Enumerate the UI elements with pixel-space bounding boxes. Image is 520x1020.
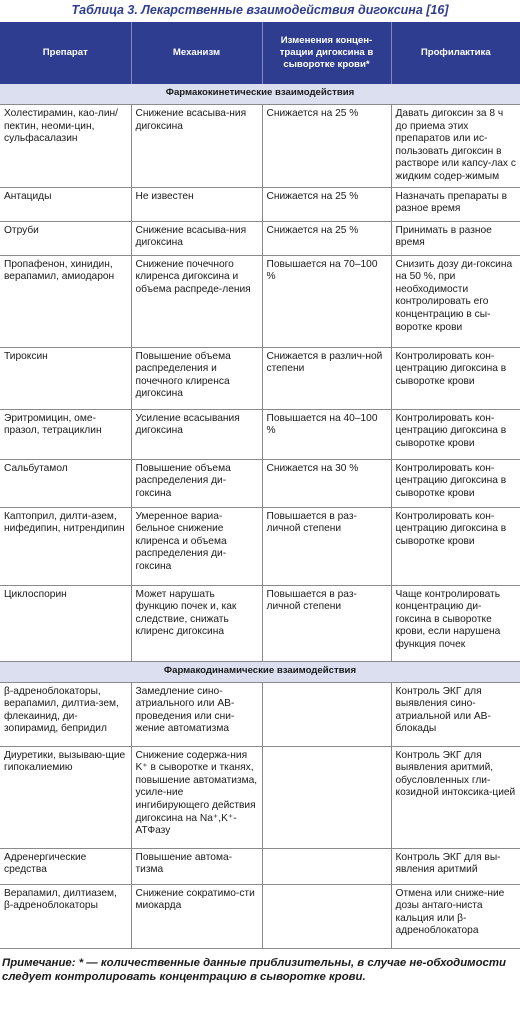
- cell-mechanism: Умеренное вариа-бельное снижение клиренса и объема распределения ди-гоксина: [131, 507, 262, 585]
- cell-concentration-change: [262, 848, 391, 884]
- cell-mechanism: Снижение содержа-ния K⁺ в сыворотке и тканях, повышение автоматизма, усиле-ние ингибирующего действия дигоксина на Na⁺,K⁺-АТФазу: [131, 746, 262, 848]
- header-prevention: Профилактика: [391, 22, 520, 84]
- cell-concentration-change: [262, 746, 391, 848]
- table-row: [0, 746, 520, 848]
- cell-mechanism: Повышение автома-тизма: [131, 848, 262, 884]
- cell-drug: Холестирамин, као-лин/пектин, неоми-цин, сульфасалазин: [0, 105, 131, 188]
- cell-concentration-change: [262, 884, 391, 948]
- cell-mechanism: Повышение объема распределения ди-гоксина: [131, 459, 262, 507]
- cell-concentration-change: Повышается на 40–100 %: [262, 409, 391, 459]
- table-row: [0, 187, 520, 221]
- cell-drug: Пропафенон, хинидин, верапамил, амиодарон: [0, 255, 131, 347]
- table-row: [0, 459, 520, 507]
- header-concentration-change: Изменения концен-трации дигоксина в сыворотке крови*: [262, 22, 391, 84]
- cell-concentration-change: [262, 682, 391, 746]
- cell-prevention: Контролировать кон-центрацию дигоксина в сыворотке крови: [391, 507, 520, 585]
- cell-drug: Каптоприл, дилти-азем, нифедипин, нитрендипин: [0, 507, 131, 585]
- cell-concentration-change: Снижается на 30 %: [262, 459, 391, 507]
- cell-concentration-change: Снижается на 25 %: [262, 221, 391, 255]
- cell-prevention: Принимать в разное время: [391, 221, 520, 255]
- table-row: [0, 848, 520, 884]
- table-title: Таблица 3. Лекарственные взаимодействия дигоксина [16]: [71, 3, 449, 17]
- header-row: [0, 22, 520, 84]
- cell-prevention: Контролировать кон-центрацию дигоксина в сыворотке крови: [391, 409, 520, 459]
- table-row: [0, 347, 520, 409]
- cell-prevention: Контроль ЭКГ для выявления аритмий, обусловленных гли-козидной интоксика-цией: [391, 746, 520, 848]
- table-body: [0, 84, 520, 948]
- footnote: Примечание: * — количественные данные приблизительны, в случае не-обходимости следует контролировать концентрацию в сыворотке крови.: [2, 956, 506, 983]
- cell-prevention: Снизить дозу ди-гоксина на 50 %, при необходимости контролировать его концентрацию в сы-воротке крови: [391, 255, 520, 347]
- header-drug: Препарат: [0, 22, 131, 84]
- table-row: [0, 507, 520, 585]
- cell-drug: Тироксин: [0, 347, 131, 409]
- cell-mechanism: Снижение всасыва-ния дигоксина: [131, 221, 262, 255]
- cell-drug: Отруби: [0, 221, 131, 255]
- cell-mechanism: Усиление всасывания дигоксина: [131, 409, 262, 459]
- cell-concentration-change: Повышается в раз-личной степени: [262, 585, 391, 661]
- cell-drug: Адренергические средства: [0, 848, 131, 884]
- cell-prevention: Контроль ЭКГ для выявления сино-атриальной или AB-блокады: [391, 682, 520, 746]
- table-row: [0, 585, 520, 661]
- cell-mechanism: Замедление сино-атриального или AB-проведения или сни-жение автоматизма: [131, 682, 262, 746]
- cell-drug: Антациды: [0, 187, 131, 221]
- table-row: [0, 682, 520, 746]
- table-row: [0, 221, 520, 255]
- cell-concentration-change: Снижается на 25 %: [262, 187, 391, 221]
- cell-prevention: Контролировать кон-центрацию дигоксина в сыворотке крови: [391, 347, 520, 409]
- cell-mechanism: Не известен: [131, 187, 262, 221]
- cell-drug: Эритромицин, оме-празол, тетрациклин: [0, 409, 131, 459]
- table-row: [0, 884, 520, 948]
- cell-drug: Сальбутамол: [0, 459, 131, 507]
- cell-concentration-change: Повышается в раз-личной степени: [262, 507, 391, 585]
- cell-mechanism: Снижение всасыва-ния дигоксина: [131, 105, 262, 188]
- table-row: [0, 105, 520, 188]
- cell-concentration-change: Снижается на 25 %: [262, 105, 391, 188]
- table-row: [0, 255, 520, 347]
- cell-mechanism: Снижение сократимо-сти миокарда: [131, 884, 262, 948]
- cell-prevention: Отмена или сниже-ние дозы антаго-ниста кальция или β-адреноблокатора: [391, 884, 520, 948]
- section-pharmacokinetic: [0, 84, 520, 105]
- cell-concentration-change: Снижается в различ-ной степени: [262, 347, 391, 409]
- section-title: Фармакодинамические взаимодействия: [0, 661, 520, 682]
- cell-mechanism: Снижение почечного клиренса дигоксина и объема распреде-ления: [131, 255, 262, 347]
- cell-prevention: Контроль ЭКГ для вы-явления аритмий: [391, 848, 520, 884]
- cell-mechanism: Повышение объема распределения и почечного клиренса дигоксина: [131, 347, 262, 409]
- cell-drug: Верапамил, дилтиазем, β-адреноблокаторы: [0, 884, 131, 948]
- header-mechanism: Механизм: [131, 22, 262, 84]
- cell-drug: β-адреноблокаторы, верапамил, дилтиа-зем, флекаинид, ди-зопирамид, бепридил: [0, 682, 131, 746]
- cell-drug: Циклоспорин: [0, 585, 131, 661]
- section-title: Фармакокинетические взаимодействия: [0, 84, 520, 105]
- cell-prevention: Давать дигоксин за 8 ч до приема этих препаратов или ис-пользовать дигоксин в растворе или капсу-лах с жидким содер-жимым: [391, 105, 520, 188]
- drug-interactions-table: [0, 22, 520, 949]
- table-row: [0, 409, 520, 459]
- cell-drug: Диуретики, вызываю-щие гипокалиемию: [0, 746, 131, 848]
- cell-concentration-change: Повышается на 70–100 %: [262, 255, 391, 347]
- section-pharmacodynamic: [0, 661, 520, 682]
- cell-mechanism: Может нарушать функцию почек и, как следствие, снижать клиренс дигоксина: [131, 585, 262, 661]
- cell-prevention: Контролировать кон-центрацию дигоксина в сыворотке крови: [391, 459, 520, 507]
- cell-prevention: Чаще контролировать концентрацию ди-гоксина в сыворотке крови, если нарушена функция почек: [391, 585, 520, 661]
- cell-prevention: Назначать препараты в разное время: [391, 187, 520, 221]
